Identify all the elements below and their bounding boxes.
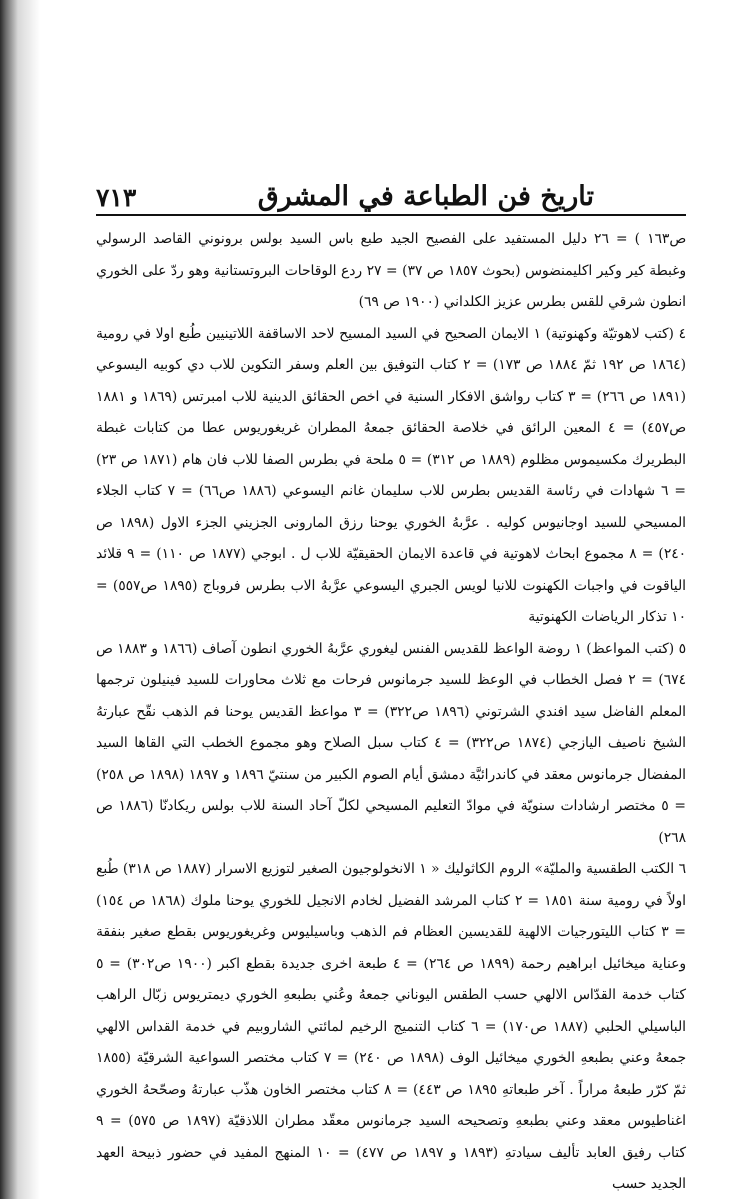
paragraph-sermon-books: ٥ (كتب المواعظ) ١ روضة الواعظ للقديس الفنس ليغوري عرَّبهُ الخوري انطون آصاف (١٨٦٦ و ١٨٨٣ ص ٦٧٤) = ٢ فصل الخطاب في الوعظ للسيد جرمانوس فرحات مع ثلاث محاورات للسيد فينيلون ترجمها المعلم الفاضل سيد افندي الشرتوني (١٨٩٦ ص٣٢٢) = ٣ مواعظ القديس يوحنا فم الذهب نقّح عبارتهُ الشيخ ناصيف اليازجي (١٨٧٤ ص٣٢٢) = ٤ كتاب سبل الصلاح وهو مجموع الخطب التي القاها السيد المفضال جرمانوس معقد في كاندرائيَّة دمشق أيام الصوم الكبير من سنتيّ ١٨٩٦ و ١٨٩٧ (١٨٩٨ ص ٢٥٨) = ٥ مختصر ارشادات سنويّة في موادّ التعليم المسيحي لكلّ آحاد السنة للاب بولس ريكادنّا (١٨٨٦ ص ٢٦٨) — [96, 640, 686, 846]
page-title: تاريخ فن الطباعة في المشرق — [257, 181, 594, 212]
running-header — [96, 168, 684, 212]
paragraph-liturgical-books: ٦ الكتب الطقسية والمليّة» الروم الكاثوليك « ١ الانخولوجيون الصغير لتوزيع الاسرار (١٨٨٧ ص ٣١٨) طُبع اولاً في رومية سنة ١٨٥١ = ٢ كتاب المرشد الفضيل لخادم الانجيل للخوري يوحنا ملوك (١٨٦٨ ص ١٥٤) = ٣ كتاب الليتورجيات الالهية للقديسين العظام فم الذهب وباسيليوس وغريغوريوس بقطع صغير بنفقة وعناية ميخائيل ابراهيم رحمة (١٨٩٩ ص ٢٦٤) = ٤ طبعة اخرى جديدة بقطع اكبر (١٩٠٠ ص٣٠٢) = ٥ كتاب خدمة القدّاس الالهي حسب الطقس اليوناني جمعهُ وعُني بطبعهِ الخوري ديمتريوس زبّال الراهب الباسيلي الحلبي (١٨٨٧ ص١٧٠) = ٦ كتاب التنميج الرخيم لمائتي الشاروبيم في خدمة القداس الالهي جمعهُ وعني بطبعهِ الخوري ميخائيل الوف (١٨٩٨ ص ٢٤٠) = ٧ كتاب مختصر السواعية الشرقيّة (١٨٥٥ ثمّ كرّر طبعهُ مراراً . آخر طبعاتهِ ١٨٩٥ ص ٤٤٣) = ٨ كتاب مختصر الخاون هذّب عبارتهُ وصحّحهُ الخوري اغناطيوس معقد وعني بطبعهِ وتصحيحه السيد جرمانوس معقّد مطران اللاذقيّة (١٨٩٧ ص ٥٧٥) = ٩ كتاب رفيق العابد تأليف سيادتهِ (١٨٩٣ و ١٨٩٧ ص ٤٧٧) = ١٠ المنهج المفيد في حضور ذبيحة العهد الجديد حسب — [96, 861, 687, 1192]
page-binding-shadow — [0, 0, 40, 1199]
paragraph-theology-books: ٤ (كتب لاهوتيّة وكهنوتية) ١ الايمان الصحيح في السيد المسيح لاحد الاساقفة اللاتينيين طُبع اولا في رومية (١٨٦٤ ص ١٩٢ ثمّ ١٨٨٤ ص ١٧٣) = ٢ كتاب التوفيق بين العلم وسفر التكوين للاب دي كوبيه اليسوعي (١٨٩١ ص ٢٦٦) = ٣ كتاب رواشق الافكار السنية في اخص الحقائق الدينية للاب امبرتس (١٨٦٩ و ١٨٨١ ص٤٥٧) = ٤ المعين الرائق في خلاصة الحقائق جمعهُ المطران غريغوريوس عطا من كتابات غبطة البطريرك مكسيموس مظلوم (١٨٨٩ ص ٣١٢) = ٥ ملحة في بطرس الصفا للاب فان هام (١٨٧١ ص ٢٣) = ٦ شهادات في رئاسة القديس بطرس للاب سليمان غانم اليسوعي (١٨٨٦ ص٦٦) = ٧ كتاب الجلاء المسيحي للسيد اوجانيوس كوليه . عرَّبهُ الخوري يوحنا رزق المارونى الجزيني الجزء الاول (١٨٩٨ ص ٢٤٠) = ٨ مجموع ابحاث لاهوتية في قاعدة الايمان الحقيقيّة للاب ل . ابوجي (١٨٧٧ ص ١١٠) = ٩ قلائد الياقوت في واجبات الكهنوت للانيا لويس الجبري اليسوعي عرَّبهُ الاب بطرس فروباج (١٨٩٥ ص٥٥٧) = ١٠ تذكار الرياضات الكهنوتية — [96, 325, 687, 625]
paragraph-continuation: ص١٦٣ ) = ٢٦ دليل المستفيد على الفصيح الجيد طبع باس السيد بولس برونوني القاصد الرسولي وغبطة كير وكير اكليمنضوس (بحوث ١٨٥٧ ص ٣٧) = ٢٧ ردع الوقاحات البروتستانية وهو ردّ على الخوري انطون شرقي للقس بطرس عزيز الكلداني (١٩٠٠ ص ٦٩) — [96, 231, 686, 310]
page-number: ٧١٣ — [96, 183, 137, 212]
header-rule — [96, 214, 686, 216]
body-text — [96, 224, 686, 1201]
